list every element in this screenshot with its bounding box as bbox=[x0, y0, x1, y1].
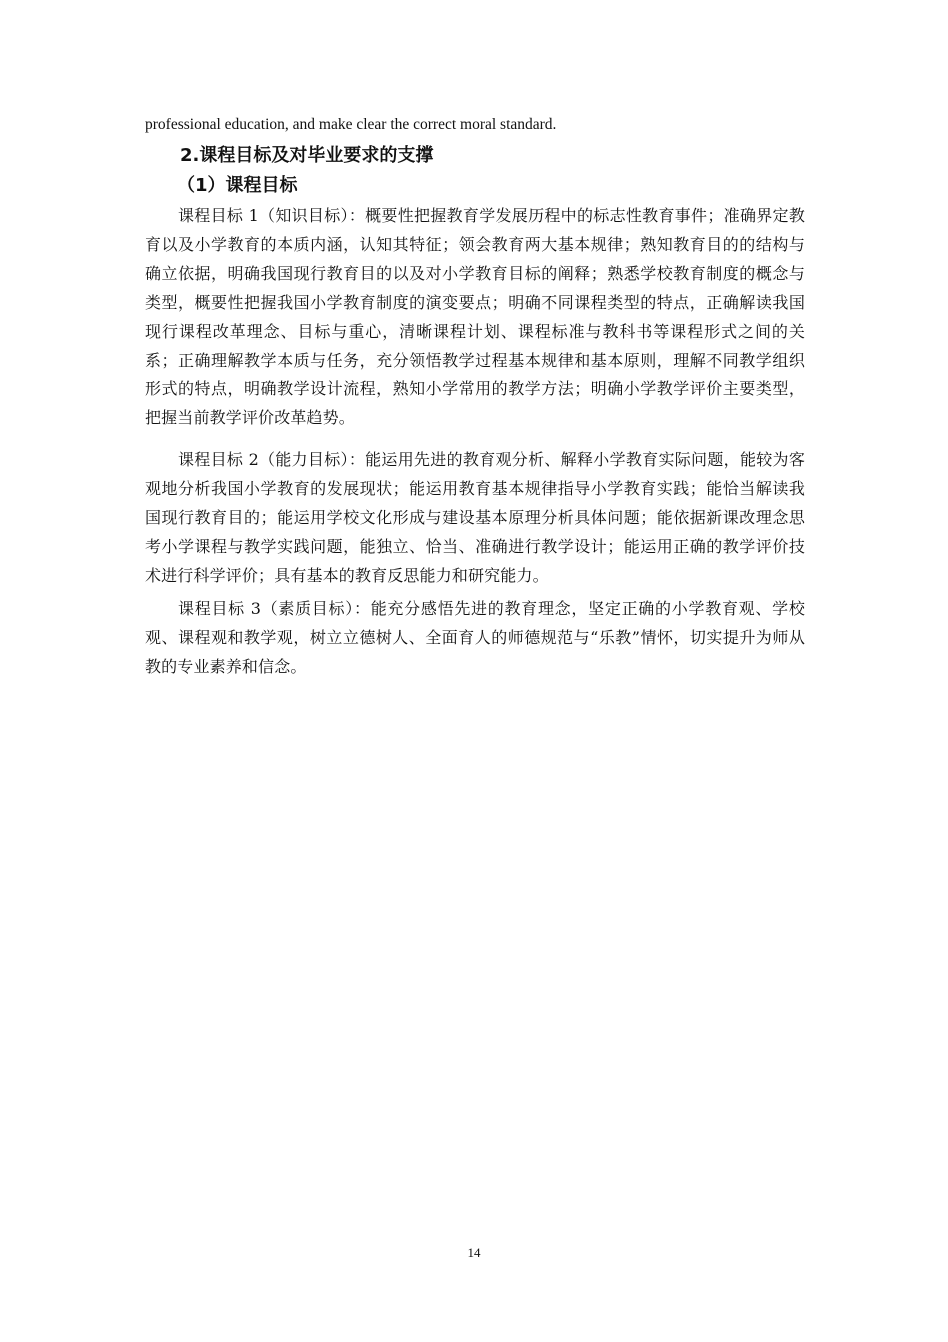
subsection-heading: （1）课程目标 bbox=[177, 175, 298, 196]
section-heading: 2.课程目标及对毕业要求的支撑 bbox=[180, 145, 434, 166]
paragraph-knowledge-goal: 课程目标 1（知识目标）：概要性把握教育学发展历程中的标志性教育事件；准确界定教育以及小学教育的本质内涵，认知其特征；领会教育两大基本规律；熟知教育目的的结构与确立依据，明确我国现行教育目的以及对小学教育目标的阐释；熟悉学校教育制度的概念与类型，概要性把握我国小学教育制度的演变要点；明确不同课程类型的特点，正确解读我国现行课程改革理念、目标与重心，清晰课程计划、课程标准与教科书等课程形式之间的关系；正确理解教学本质与任务，充分领悟教学过程基本规律和基本原则，理解不同教学组织形式的特点，明确教学设计流程，熟知小学常用的教学方法；明确小学教学评价主要类型，把握当前教学评价改革趋势。 bbox=[145, 206, 805, 428]
continued-english-text: professional education, and make clear the correct moral standard. bbox=[145, 116, 557, 133]
paragraph-ability-goal: 课程目标 2（能力目标）：能运用先进的教育观分析、解释小学教育实际问题，能较为客观地分析我国小学教育的发展现状；能运用教育基本规律指导小学教育实践；能恰当解读我国现行教育目的；能运用学校文化形成与建设基本原理分析具体问题；能依据新课改理念思考小学课程与教学实践问题，能独立、恰当、准确进行教学设计；能运用正确的教学评价技术进行科学评价；具有基本的教育反思能力和研究能力。 bbox=[145, 450, 805, 585]
page-number: 14 bbox=[467, 1245, 481, 1260]
paragraph-quality-goal: 课程目标 3（素质目标）：能充分感悟先进的教育理念，坚定正确的小学教育观、学校观、课程观和教学观，树立立德树人、全面育人的师德规范与“乐教”情怀，切实提升为师从教的专业素养和信念。 bbox=[145, 599, 805, 676]
